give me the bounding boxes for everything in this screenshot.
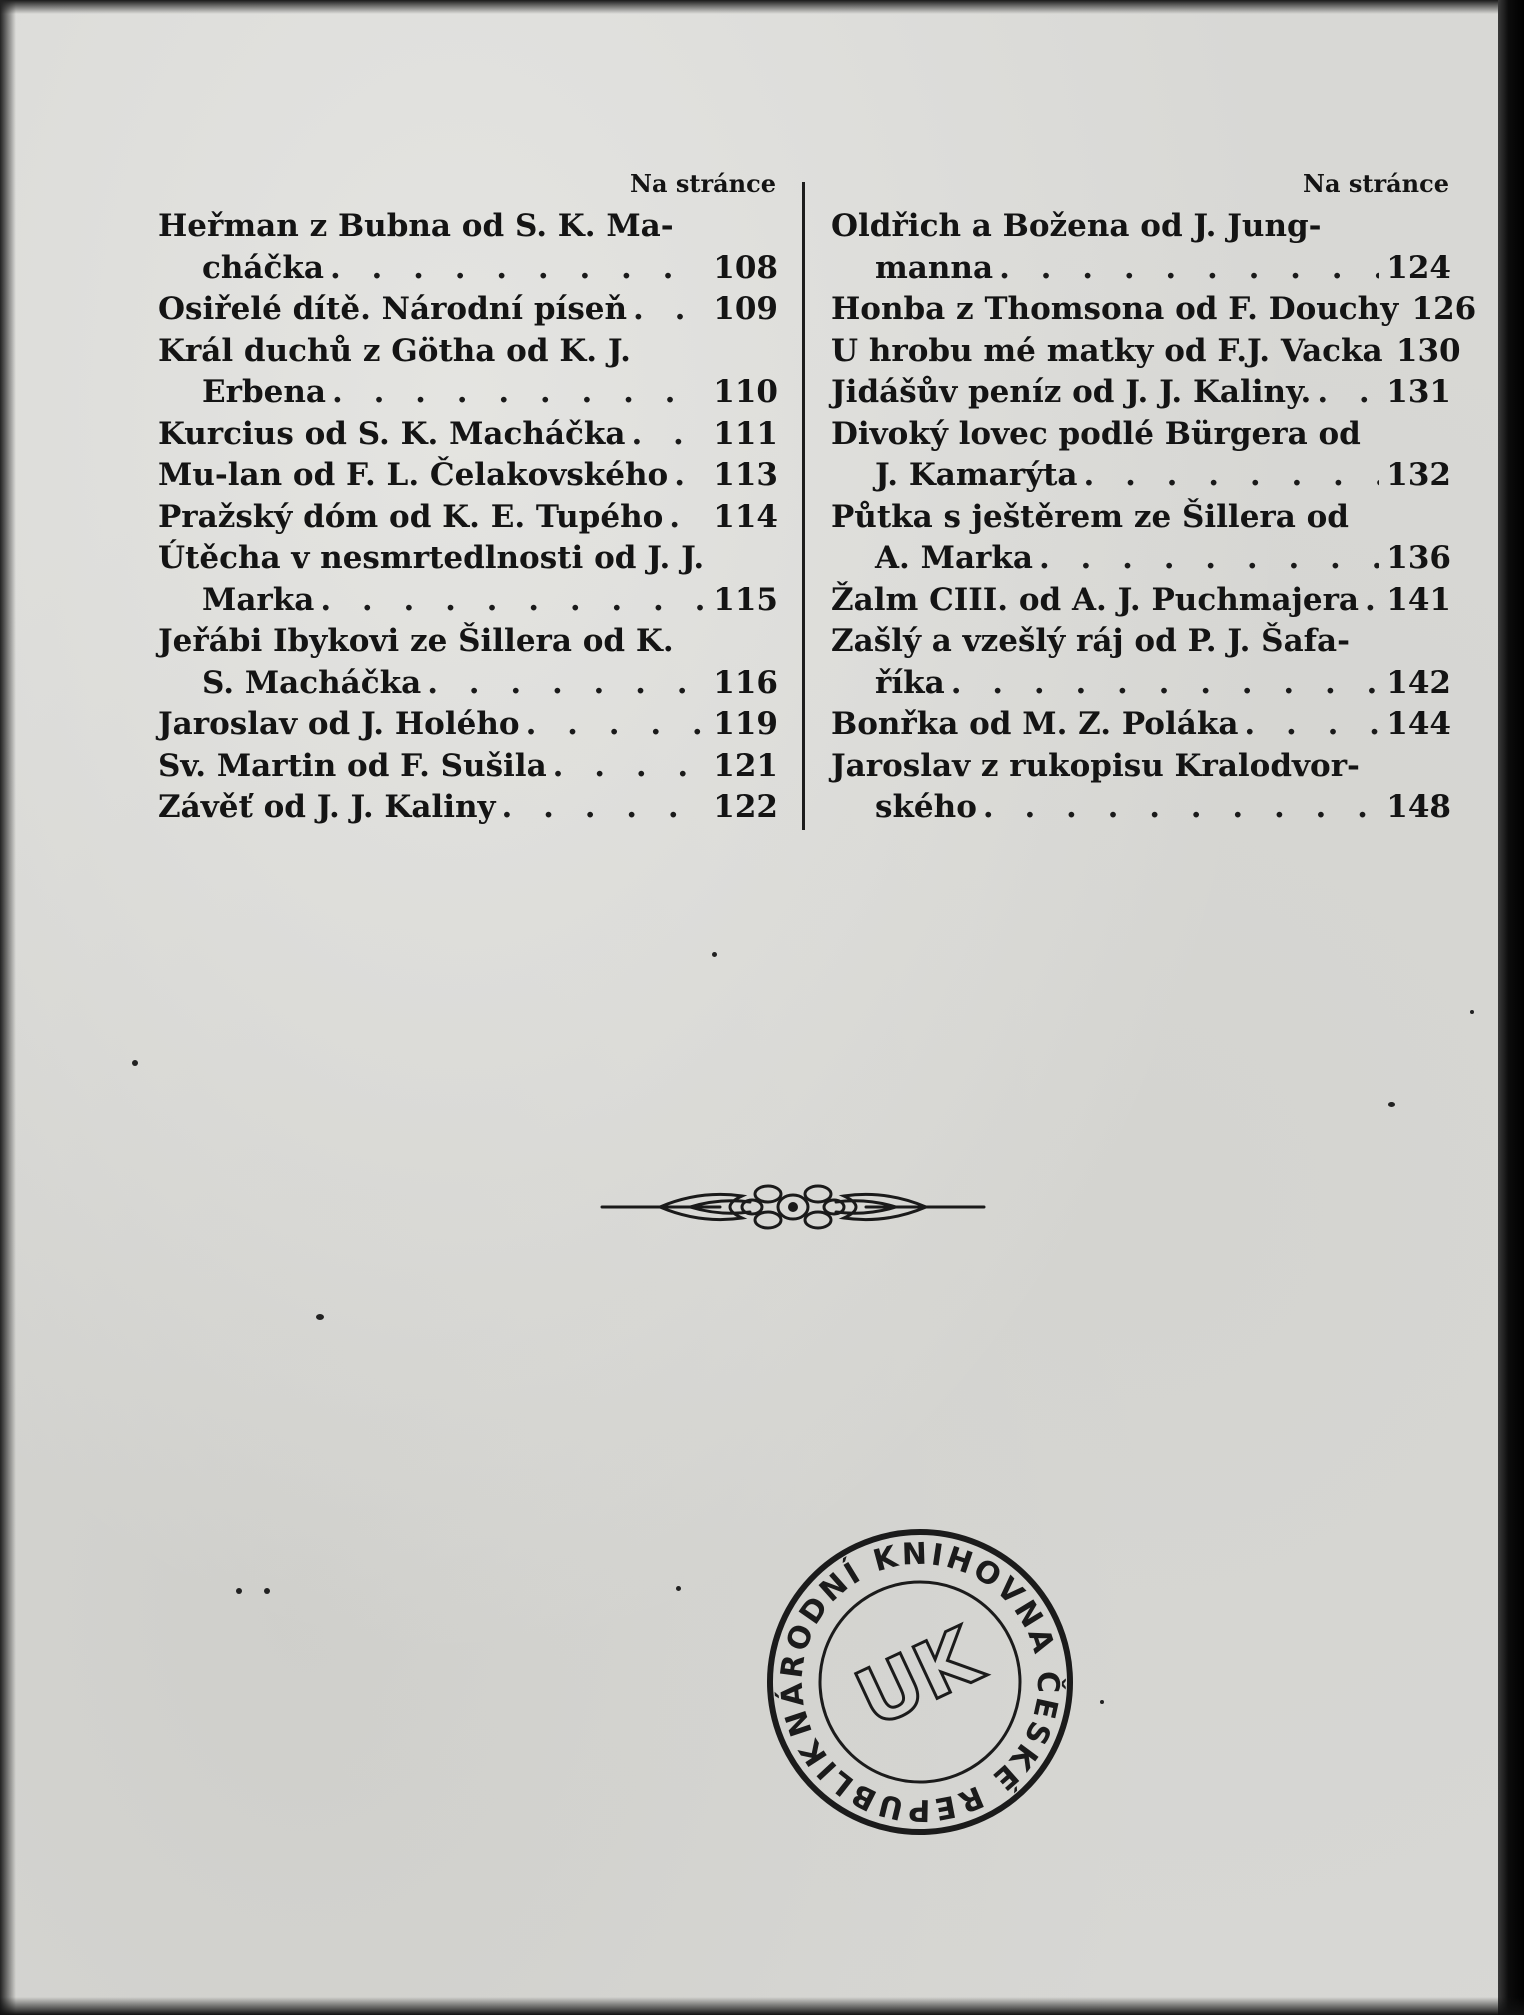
toc-entry xyxy=(158,455,778,497)
dot-leader xyxy=(1365,580,1379,622)
toc-entry-title: Pražský dóm od K. E. Tupého xyxy=(158,498,664,535)
ornament-divider xyxy=(600,1176,986,1238)
speck xyxy=(316,1314,324,1320)
toc-entry-title: Závěť od J. J. Kaliny xyxy=(158,789,496,825)
toc-entry-title: Jeřábi Ibykovi ze Šillera od K. xyxy=(158,623,674,659)
toc-entry-title: Jaroslav z rukopisu Kralodvor- xyxy=(831,747,1360,784)
toc-entry-title: Sv. Martin od F. Sušila xyxy=(158,747,547,784)
dot-leader xyxy=(330,248,706,290)
toc-entry xyxy=(158,206,778,289)
toc-entry-line xyxy=(831,414,1451,456)
toc-entry-title: Jaroslav od J. Holého xyxy=(158,706,520,742)
toc-entry xyxy=(831,289,1477,331)
dot-leader xyxy=(553,746,706,788)
speck xyxy=(132,1060,138,1066)
toc-entry-title: Mu-lan od F. L. Čelakovského xyxy=(158,457,669,493)
toc-entry-line xyxy=(831,372,1451,414)
toc-entry-line xyxy=(158,372,778,414)
toc-entry-title: říka xyxy=(875,664,945,701)
toc-entry-line xyxy=(158,538,778,580)
toc-page-number: 115 xyxy=(713,581,778,618)
toc-entry xyxy=(831,580,1451,622)
toc-entry-line xyxy=(831,497,1451,539)
toc-entry xyxy=(158,289,778,331)
toc-page-number: 136 xyxy=(1386,540,1451,576)
toc-entry-line xyxy=(831,746,1451,788)
toc-entry-line xyxy=(158,704,778,746)
toc-entry-line xyxy=(158,787,778,829)
toc-entry-title: Kurcius od S. K. Macháčka xyxy=(158,415,626,452)
scan-edge-bottom xyxy=(0,1997,1524,2015)
dot-leader xyxy=(1244,704,1379,746)
toc-entry xyxy=(158,787,778,829)
toc-entry-title: U hrobu mé matky od F.J. Vacka xyxy=(831,332,1383,369)
dot-leader xyxy=(320,580,706,622)
toc-page-number: 116 xyxy=(713,664,778,701)
column-divider xyxy=(802,182,805,830)
speck xyxy=(676,1586,681,1591)
speck xyxy=(236,1588,242,1594)
toc-entry-title: Půtka s ještěrem ze Šillera od xyxy=(831,498,1349,535)
toc-entry xyxy=(831,621,1451,704)
dot-leader xyxy=(674,455,706,497)
dot-leader xyxy=(669,497,706,539)
toc-entry xyxy=(831,497,1451,580)
toc-entry xyxy=(158,414,778,456)
toc-entry-line xyxy=(158,663,778,705)
toc-entry-title: ského xyxy=(875,789,977,825)
toc-page-number: 148 xyxy=(1386,789,1451,825)
speck xyxy=(264,1588,270,1594)
toc-entry xyxy=(158,704,778,746)
dot-leader xyxy=(1084,455,1379,497)
toc-page-number: 119 xyxy=(713,706,778,742)
toc-page-number: 111 xyxy=(713,415,778,452)
dot-leader xyxy=(427,663,706,705)
toc-entry-line xyxy=(158,289,778,331)
toc-entry xyxy=(158,331,778,414)
toc-entry xyxy=(831,206,1451,289)
toc-entry-title: Zašlý a vzešlý ráj od P. J. Šafa- xyxy=(831,623,1350,659)
toc-entry-title: Král duchů z Götha od K. J. xyxy=(158,332,631,369)
toc-page-number: 108 xyxy=(713,249,778,286)
toc-entry-title: S. Macháčka xyxy=(202,664,422,701)
toc-column-header: Na stránce xyxy=(1303,169,1449,198)
speck xyxy=(1470,1010,1474,1014)
stamp-ring-text: NÁRODNÍ KNIHOVNA ČESKÉ REPUBLIKY xyxy=(774,1536,1066,1828)
toc-entry-line xyxy=(831,206,1451,248)
stamp-monogram: UK xyxy=(843,1611,994,1746)
toc-entry xyxy=(831,331,1461,373)
dot-leader xyxy=(999,248,1379,290)
toc-entry xyxy=(158,621,778,704)
toc-column-header: Na stránce xyxy=(630,169,776,198)
toc-entry-line xyxy=(831,248,1451,290)
dot-leader xyxy=(633,289,706,331)
toc-entry-line xyxy=(831,704,1451,746)
toc-entry-line xyxy=(831,621,1451,663)
toc-page-number: 144 xyxy=(1386,706,1451,742)
toc-entry-line xyxy=(831,787,1451,829)
toc-entry xyxy=(831,372,1451,414)
toc-page-number: 113 xyxy=(713,457,778,493)
toc-entry-title: Divoký lovec podlé Bürgera od xyxy=(831,415,1361,452)
toc-entry-title: Útěcha v nesmrtedlnosti od J. J. xyxy=(158,540,705,576)
toc-entry-line xyxy=(831,289,1477,331)
toc-page-number: 110 xyxy=(713,374,778,410)
toc-column-right xyxy=(831,169,1477,829)
toc-entry-line xyxy=(158,621,778,663)
toc-entry-line xyxy=(158,331,778,373)
toc-page-number: 142 xyxy=(1386,664,1451,701)
toc-page-number: 126 xyxy=(1411,291,1477,327)
toc-page-number: 131 xyxy=(1386,374,1451,410)
toc-entry-title: Marka xyxy=(202,581,315,618)
dot-leader xyxy=(502,787,706,829)
dot-leader xyxy=(526,704,706,746)
toc-entry-line xyxy=(831,663,1451,705)
toc-entry-title: cháčka xyxy=(202,249,324,286)
toc-entry-line xyxy=(158,580,778,622)
toc-page-number: 121 xyxy=(713,747,778,784)
toc-page-number: 141 xyxy=(1386,581,1451,618)
speck xyxy=(712,952,717,957)
toc-entry-title: Honba z Thomsona od F. Douchy xyxy=(831,291,1399,327)
toc-page-number: 114 xyxy=(713,498,778,535)
dot-leader xyxy=(983,787,1379,829)
toc-entry-line xyxy=(831,580,1451,622)
scan-edge-top xyxy=(0,0,1524,14)
toc-entries-right xyxy=(831,206,1477,829)
toc-page-number: 122 xyxy=(713,789,778,825)
toc-entry-title: A. Marka xyxy=(875,540,1033,576)
toc-page-number: 109 xyxy=(713,291,778,327)
toc-entry xyxy=(158,746,778,788)
toc-entry-title: manna xyxy=(875,249,994,286)
toc-entry-line xyxy=(158,414,778,456)
toc-entries-left xyxy=(158,206,778,829)
scan-edge-right xyxy=(1498,0,1524,2015)
toc-entry-line xyxy=(158,746,778,788)
toc-entry-line xyxy=(831,455,1451,497)
toc-entry-title: Žalm CIII. od A. J. Puchmajera xyxy=(831,581,1359,618)
dot-leader xyxy=(631,414,706,456)
toc-entry-title: Bonřka od M. Z. Poláka xyxy=(831,706,1239,742)
dot-leader xyxy=(951,663,1379,705)
toc-entry-title: Heřman z Bubna od S. K. Ma- xyxy=(158,208,674,244)
toc-entry xyxy=(158,538,778,621)
speck xyxy=(1388,1102,1395,1107)
toc-entry xyxy=(831,414,1451,497)
toc-entry-title: Osiřelé dítě. Národní píseň xyxy=(158,291,628,327)
toc-page-number: 124 xyxy=(1386,249,1451,286)
toc-entry-title: J. Kamarýta xyxy=(875,457,1078,493)
toc-entry-line xyxy=(158,248,778,290)
toc-entry-title: Jidášův peníz od J. J. Kaliny. xyxy=(831,374,1312,410)
scan-edge-left xyxy=(0,0,16,2015)
library-stamp xyxy=(762,1524,1078,1840)
dot-leader xyxy=(1039,538,1379,580)
dot-leader xyxy=(1317,372,1379,414)
toc-page-number: 132 xyxy=(1386,457,1451,493)
toc-entry-line xyxy=(158,497,778,539)
toc-entry-title: Oldřich a Božena od J. Jung- xyxy=(831,208,1322,244)
toc-entry xyxy=(831,704,1451,746)
toc-entry xyxy=(158,497,778,539)
dot-leader xyxy=(332,372,706,414)
toc-column-left xyxy=(158,170,778,829)
toc-page-number: 130 xyxy=(1395,332,1461,369)
toc-entry-line xyxy=(831,331,1461,373)
toc-entry-title: Erbena xyxy=(202,374,326,410)
toc-entry-line xyxy=(831,538,1451,580)
toc-entry-line xyxy=(158,455,778,497)
speck xyxy=(1100,1700,1104,1704)
toc-entry-line xyxy=(158,206,778,248)
toc-entry xyxy=(831,746,1451,829)
